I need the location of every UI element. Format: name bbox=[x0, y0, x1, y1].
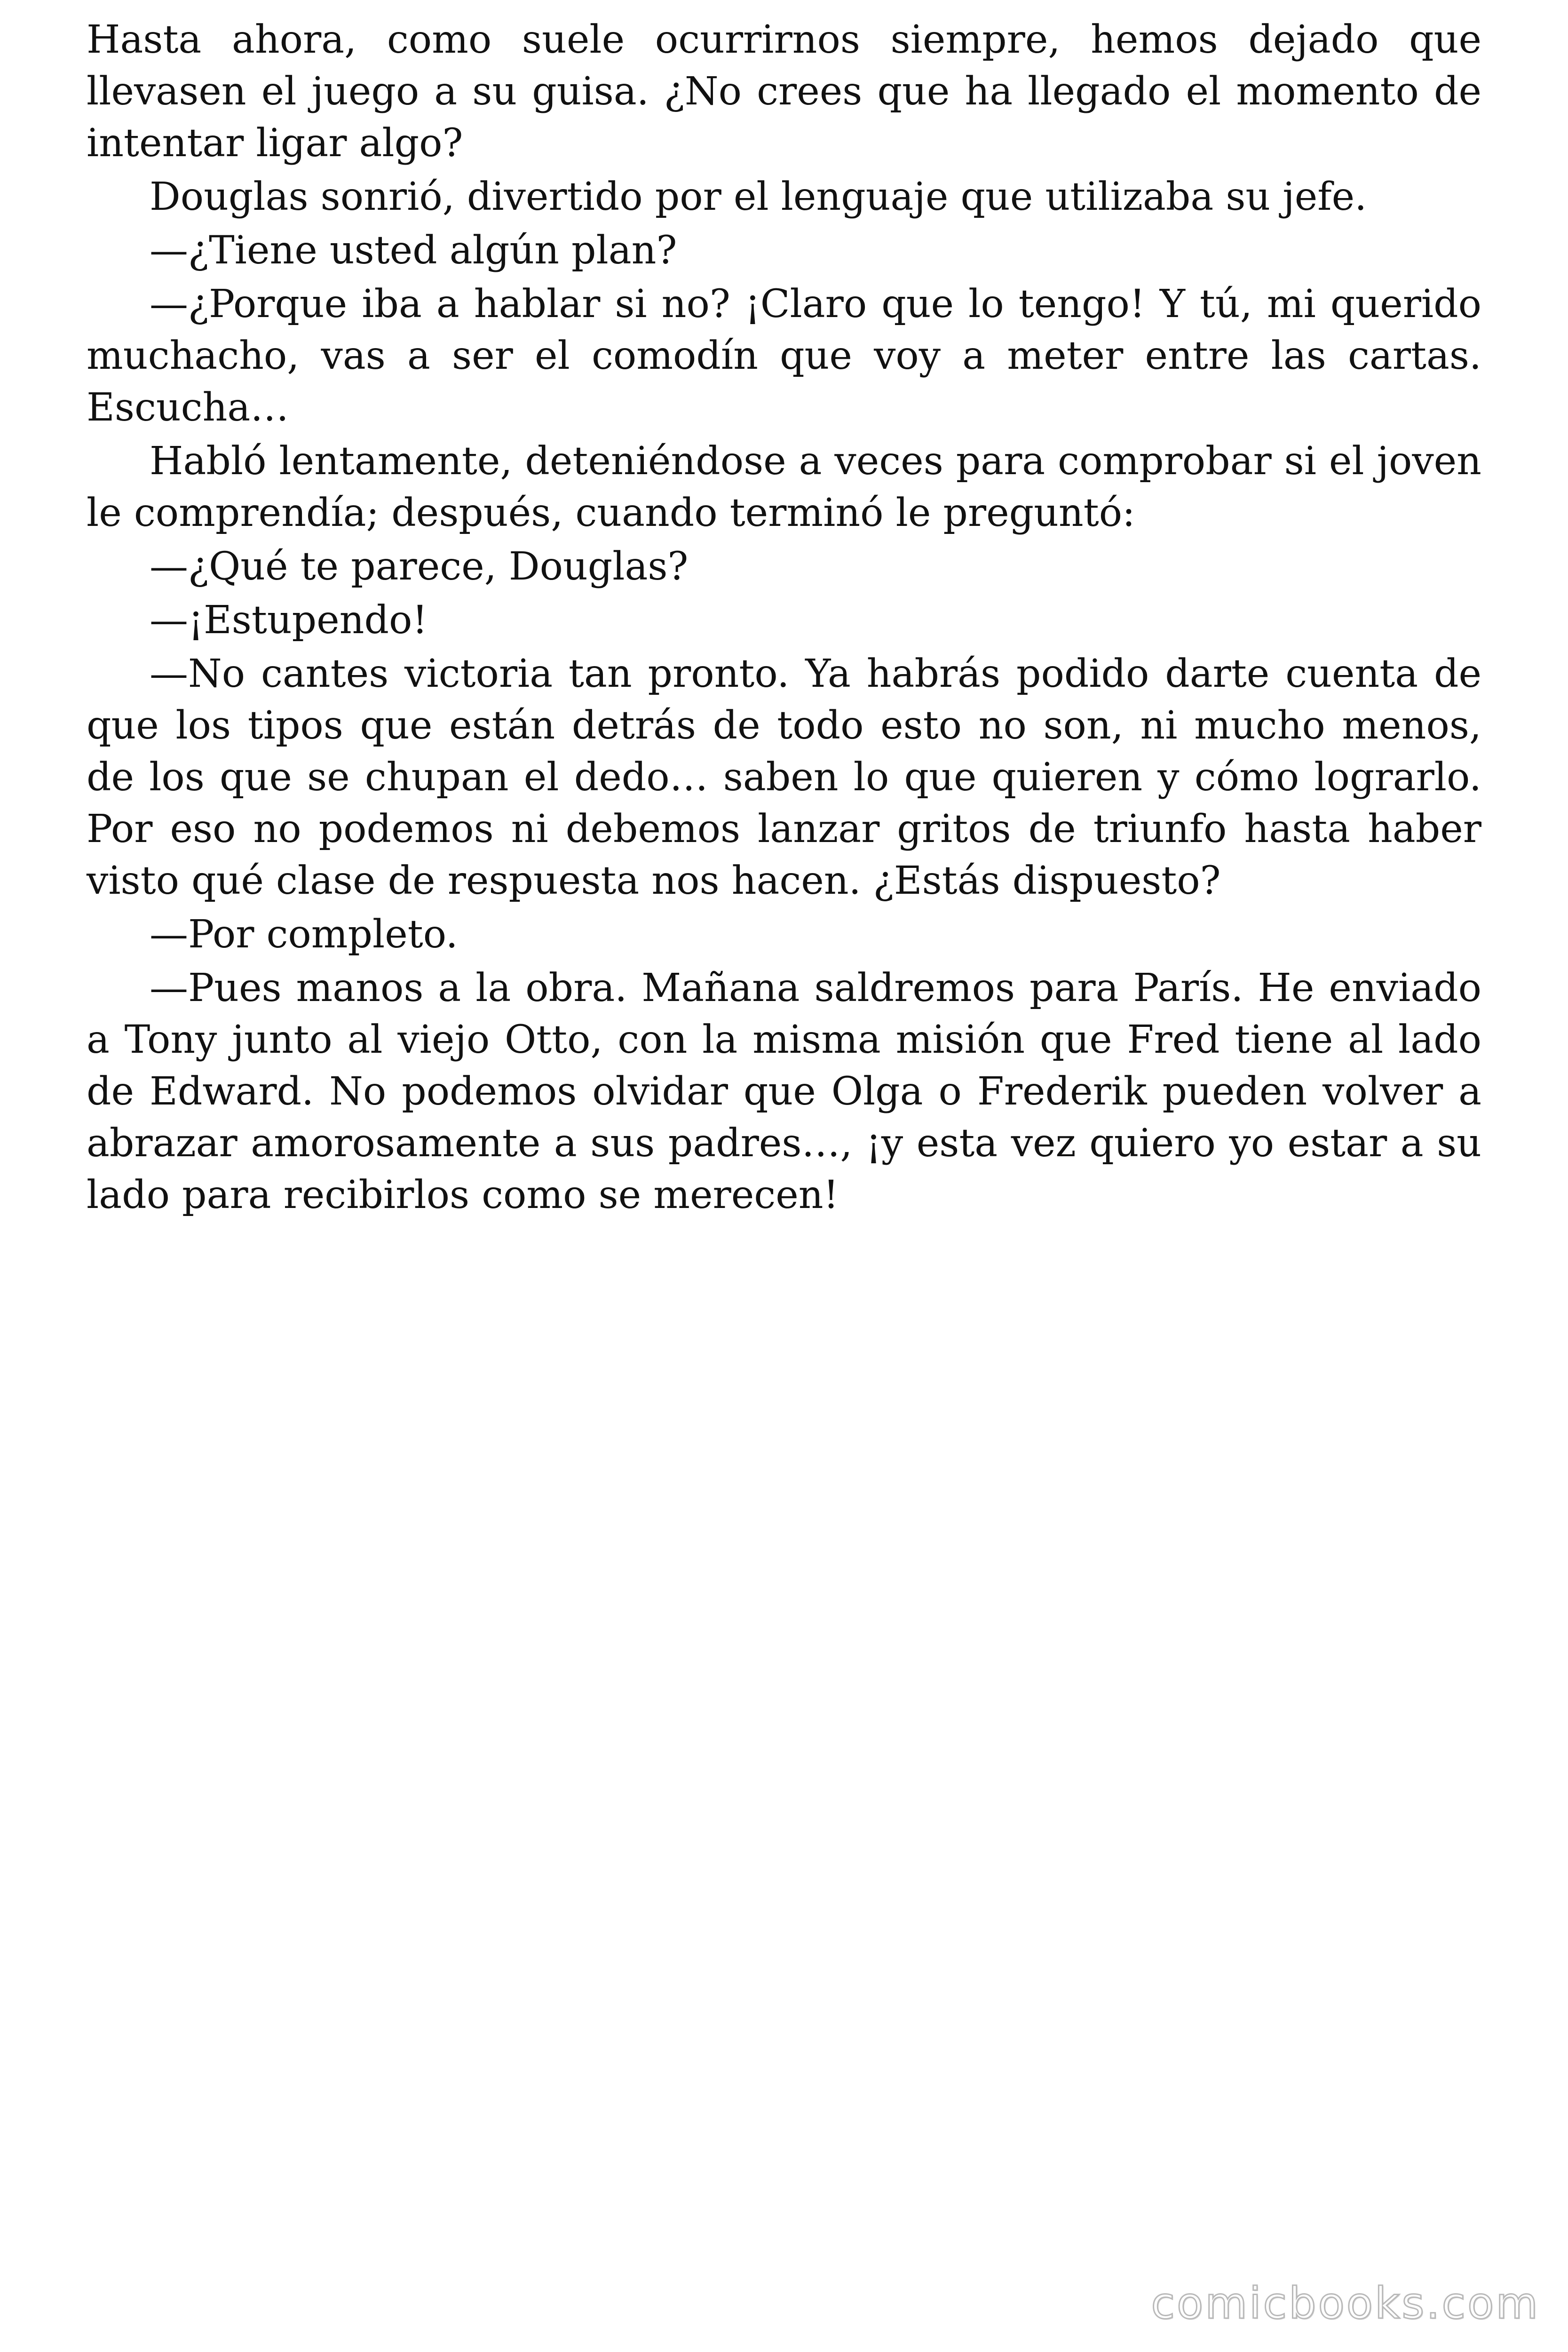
paragraph-5: Habló lentamente, deteniéndose a veces para comprobar si el joven le comprendía; después, cuando terminó le preguntó: bbox=[87, 439, 1481, 535]
watermark: comicbooks.com bbox=[1151, 2278, 1540, 2328]
paragraph-8: —No cantes victoria tan pronto. Ya habrás podido darte cuenta de que los tipos que están detrás de todo esto no son, ni mucho menos, de los que se chupan el dedo… saben lo que quieren y cómo lograrlo. Por eso no podemos ni debemos lanzar gritos de triunfo hasta haber visto qué clase de respuesta nos hacen. ¿Estás dispuesto? bbox=[87, 652, 1481, 903]
page-body bbox=[87, 14, 1481, 1223]
paragraph-10: —Pues manos a la obra. Mañana saldremos para París. He enviado a Tony junto al viejo Otto, con la misma misión que Fred tiene al lado de Edward. No podemos olvidar que Olga o Frederik pueden volver a abrazar amorosamente a sus padres…, ¡y esta vez quiero yo estar a su lado para recibirlos como se merecen! bbox=[87, 966, 1481, 1217]
paragraph-7: —¡Estupendo! bbox=[150, 598, 428, 643]
paragraph-4: —¿Porque iba a hablar si no? ¡Claro que lo tengo! Y tú, mi querido muchacho, vas a ser el comodín que voy a meter entre las cartas. Escucha… bbox=[87, 282, 1481, 430]
paragraph-3: —¿Tiene usted algún plan? bbox=[150, 228, 677, 273]
paragraph-1: Hasta ahora, como suele ocurrirnos siempre, hemos dejado que llevasen el juego a su guisa. ¿No crees que ha llegado el momento de intentar ligar algo? bbox=[87, 17, 1481, 166]
paragraph-6: —¿Qué te parece, Douglas? bbox=[150, 544, 689, 589]
paragraph-9: —Por completo. bbox=[150, 912, 458, 957]
paragraph-2: Douglas sonrió, divertido por el lenguaje que utilizaba su jefe. bbox=[150, 175, 1367, 219]
